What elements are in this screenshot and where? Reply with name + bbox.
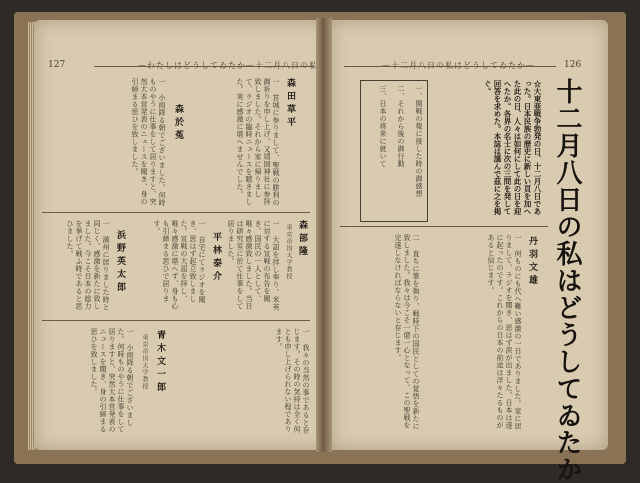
questions-box [360, 80, 428, 222]
lead-paragraph: ☆大東亜戦争勃発の日、十二月八日であった。日本民族の歴史に新しい頁を加へた此の日、人々は如何にして此の日を迎へたか。各界の名士に次の三問を発して回答を求めた。本誌は謹んで茲に之を掲ぐ。 [483, 80, 542, 215]
question-3: 三、日本の将来に就いて [379, 85, 387, 168]
answer-text: 一 何ものにも代へ難い感激の一日でありました。家に居りまして、ラジオを聞き、思はず涙が出ました。日本は遂に起ったのです。これからの日本の前途は洋々たるものがあると信じます。 [487, 234, 522, 430]
answer-text: 一 大詔を拝し奉り、米英に対する宣戦の布告を聞き、国民の一人として、唯々感激致しました。当日は研究室に於て仕事をして居りました。 [227, 220, 280, 311]
left-page-number: 127 [48, 60, 66, 70]
book-gutter [316, 18, 332, 452]
answer-text: 一 宮城に参りまして、聖戦の勝利の御祈りを申し上げ、又靖国神社に参拝致しました。それから家に帰りまして、ラジオの臨時ニュースを聴きました。実に感激に堪へませんでした。 [236, 78, 280, 207]
right-page-number: 126 [564, 60, 582, 70]
header-rule [94, 66, 314, 67]
author-name: 森於菟 [173, 104, 183, 143]
author-affiliation: 東京帝国大学教授 [285, 224, 292, 280]
answer-text: 一 満州に居りました時と同じく、感激を新たに致しました。今こそ日本の総力を挙げて戦ふ時であると思ひました。 [66, 220, 110, 311]
question-2: 二、それから後の御行動 [397, 85, 405, 168]
author-affiliation: 東京帝国大学教授 [141, 334, 148, 390]
header-rule [344, 66, 556, 67]
answer-text: 一 小雨降る朝でございました。何時ものやうに仕事をして居りますと、突然大本営発表のニュースを聞き、身の引締まる思ひを致しました。 [90, 328, 134, 433]
answer-text: 一 我々の当然の事であると存じます。その時の気持は全く何とも申し上げられない程であります。 [275, 328, 310, 434]
author-name: 森田草平 [285, 78, 295, 130]
author-name: 浜野英太郎 [115, 230, 125, 295]
right-page [330, 20, 608, 483]
author-name: 平林泰介 [211, 232, 221, 284]
section-rule [42, 212, 310, 213]
respondent-name: 丹羽文雄 [527, 236, 537, 288]
section-rule [340, 226, 548, 227]
section-rule [42, 320, 310, 321]
answer-text: 二 直ちに筆を執り、戦時下の国民としての覚悟を新たに致しました。我々は今こそ一億一心となって、この聖戦を完遂しなければならないと存じます。 [394, 234, 420, 430]
left-page [34, 20, 330, 450]
answer-text: 一 自宅にてラジオを聞き、思はず起立致しました。宣戦の大詔を拝し、唯々感激に堪へず、身も心も引締まる思ひで居ります。 [153, 220, 206, 310]
article-title: 十二月八日の私はどうしてゐたか [552, 78, 582, 483]
author-name: 森部隆 [297, 220, 307, 259]
question-1: 一、開戦の報に接した時の御感想 [415, 85, 423, 198]
author-name: 青木文一郎 [155, 330, 165, 395]
answer-text: 一 小雨降る朝でございました。何時ものやうに仕事をして居りますと、突然大本営発表のニュースを聞き、身の引締まる思ひを致しました。 [131, 78, 166, 207]
